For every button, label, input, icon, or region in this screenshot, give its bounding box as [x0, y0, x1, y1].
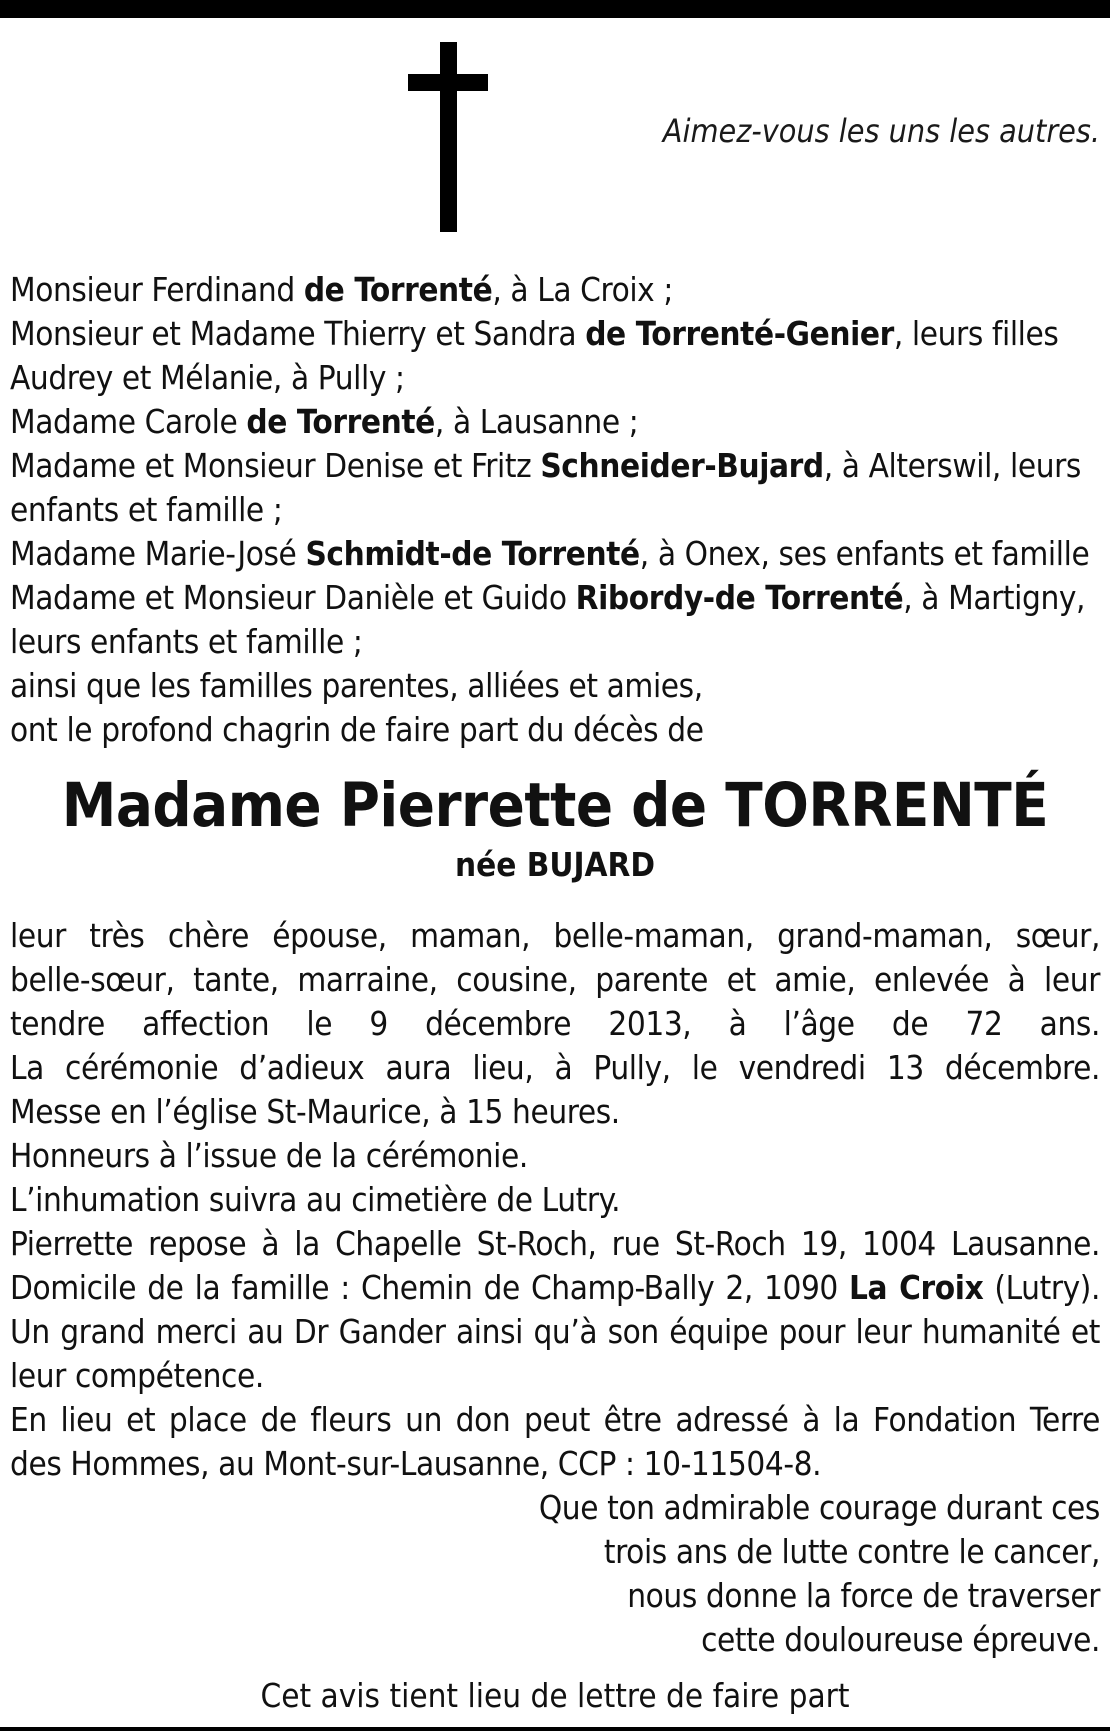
body-text: En lieu et place de fleurs un don peut être adressé à la Fondation Terre	[10, 1400, 1100, 1439]
body-text: Domicile de la famille : Chemin de Champ-Bally 2, 1090	[10, 1268, 850, 1307]
body-text: (Lutry).	[983, 1268, 1101, 1307]
body-line	[10, 914, 1100, 958]
body-line	[10, 1222, 1100, 1266]
family-text: Madame Carole	[10, 402, 247, 441]
body-line	[10, 1310, 1100, 1354]
family-text: enfants et famille ;	[10, 490, 283, 529]
body-text: L’inhumation suivra au cimetière de Lutry.	[10, 1180, 621, 1219]
notice-body	[10, 914, 1100, 1486]
family-name: Ribordy-de Torrenté	[575, 578, 904, 617]
family-name: de Torrenté-Genier	[585, 314, 894, 353]
cross-horizontal-bar	[408, 74, 488, 91]
body-bold-text: La Croix	[849, 1268, 984, 1307]
body-text: Messe en l’église St-Maurice, à 15 heures.	[10, 1092, 620, 1131]
verse-line: trois ans de lutte contre le cancer,	[603, 1532, 1100, 1571]
body-line	[10, 1266, 1100, 1310]
body-text: leur très chère épouse, maman, belle-maman, grand-maman, sœur,	[10, 916, 1100, 955]
bottom-rule	[0, 1727, 1110, 1731]
family-line	[10, 620, 1100, 664]
body-line	[10, 1442, 1100, 1486]
family-line	[10, 708, 1100, 752]
body-line	[10, 1178, 1100, 1222]
body-text: Un grand merci au Dr Gander ainsi qu’à son équipe pour leur humanité et	[10, 1312, 1100, 1351]
family-text: , à Lausanne ;	[434, 402, 639, 441]
family-text: Monsieur Ferdinand	[10, 270, 304, 309]
family-text: , à Onex, ses enfants et famille	[639, 534, 1090, 573]
family-text: , à Alterswil, leurs	[823, 446, 1081, 485]
family-text: Madame et Monsieur Denise et Fritz	[10, 446, 541, 485]
body-line	[10, 958, 1100, 1002]
family-name: de Torrenté	[303, 270, 493, 309]
family-text: Madame Marie-José	[10, 534, 306, 573]
family-line	[10, 576, 1100, 620]
family-line	[10, 488, 1100, 532]
body-line	[10, 1046, 1100, 1090]
body-line	[10, 1354, 1100, 1398]
cross-vertical-bar	[440, 42, 457, 232]
body-text: leur compétence.	[10, 1356, 264, 1395]
family-text: Audrey et Mélanie, à Pully ;	[10, 358, 405, 397]
deceased-birth-name: née BUJARD	[454, 845, 655, 884]
family-text: , à La Croix ;	[492, 270, 673, 309]
family-line	[10, 268, 1100, 312]
family-text: ont le profond chagrin de faire part du décès de	[10, 710, 704, 749]
family-list	[10, 268, 1100, 752]
family-name: Schmidt-de Torrenté	[305, 534, 640, 573]
family-text: ainsi que les familles parentes, alliées et amies,	[10, 666, 703, 705]
family-text: , à Martigny,	[903, 578, 1086, 617]
family-text: , leurs filles	[893, 314, 1059, 353]
footer-note: Cet avis tient lieu de lettre de faire part	[260, 1676, 850, 1715]
body-text: Honneurs à l’issue de la cérémonie.	[10, 1136, 528, 1175]
body-text: La cérémonie d’adieux aura lieu, à Pully, le vendredi 13 décembre.	[10, 1048, 1100, 1087]
body-text: des Hommes, au Mont-sur-Lausanne, CCP : 10-11504-8.	[10, 1444, 822, 1483]
verse-line: cette douloureuse épreuve.	[701, 1620, 1100, 1659]
family-name: de Torrenté	[246, 402, 435, 441]
family-line	[10, 664, 1100, 708]
deceased-name: Madame Pierrette de TORRENTÉ	[61, 770, 1049, 841]
body-line	[10, 1090, 1100, 1134]
body-line	[10, 1398, 1100, 1442]
family-text: Monsieur et Madame Thierry et Sandra	[10, 314, 586, 353]
family-name: Schneider-Bujard	[540, 446, 824, 485]
body-text: tendre affection le 9 décembre 2013, à l’âge de 72 ans.	[10, 1004, 1100, 1043]
verse-line: Que ton admirable courage durant ces	[538, 1488, 1100, 1527]
family-text: leurs enfants et famille ;	[10, 622, 363, 661]
motto: Aimez-vous les uns les autres.	[662, 112, 1100, 150]
family-line	[10, 444, 1100, 488]
body-text: Pierrette repose à la Chapelle St-Roch, rue St-Roch 19, 1004 Lausanne.	[10, 1224, 1100, 1263]
body-text: belle-sœur, tante, marraine, cousine, parente et amie, enlevée à leur	[10, 960, 1100, 999]
closing-verse	[400, 1486, 1100, 1662]
family-line	[10, 356, 1100, 400]
body-line	[10, 1002, 1100, 1046]
body-line	[10, 1134, 1100, 1178]
family-line	[10, 532, 1100, 576]
family-line	[10, 312, 1100, 356]
top-rule	[0, 0, 1110, 18]
family-line	[10, 400, 1100, 444]
verse-line: nous donne la force de traverser	[627, 1576, 1100, 1615]
family-text: Madame et Monsieur Danièle et Guido	[10, 578, 576, 617]
